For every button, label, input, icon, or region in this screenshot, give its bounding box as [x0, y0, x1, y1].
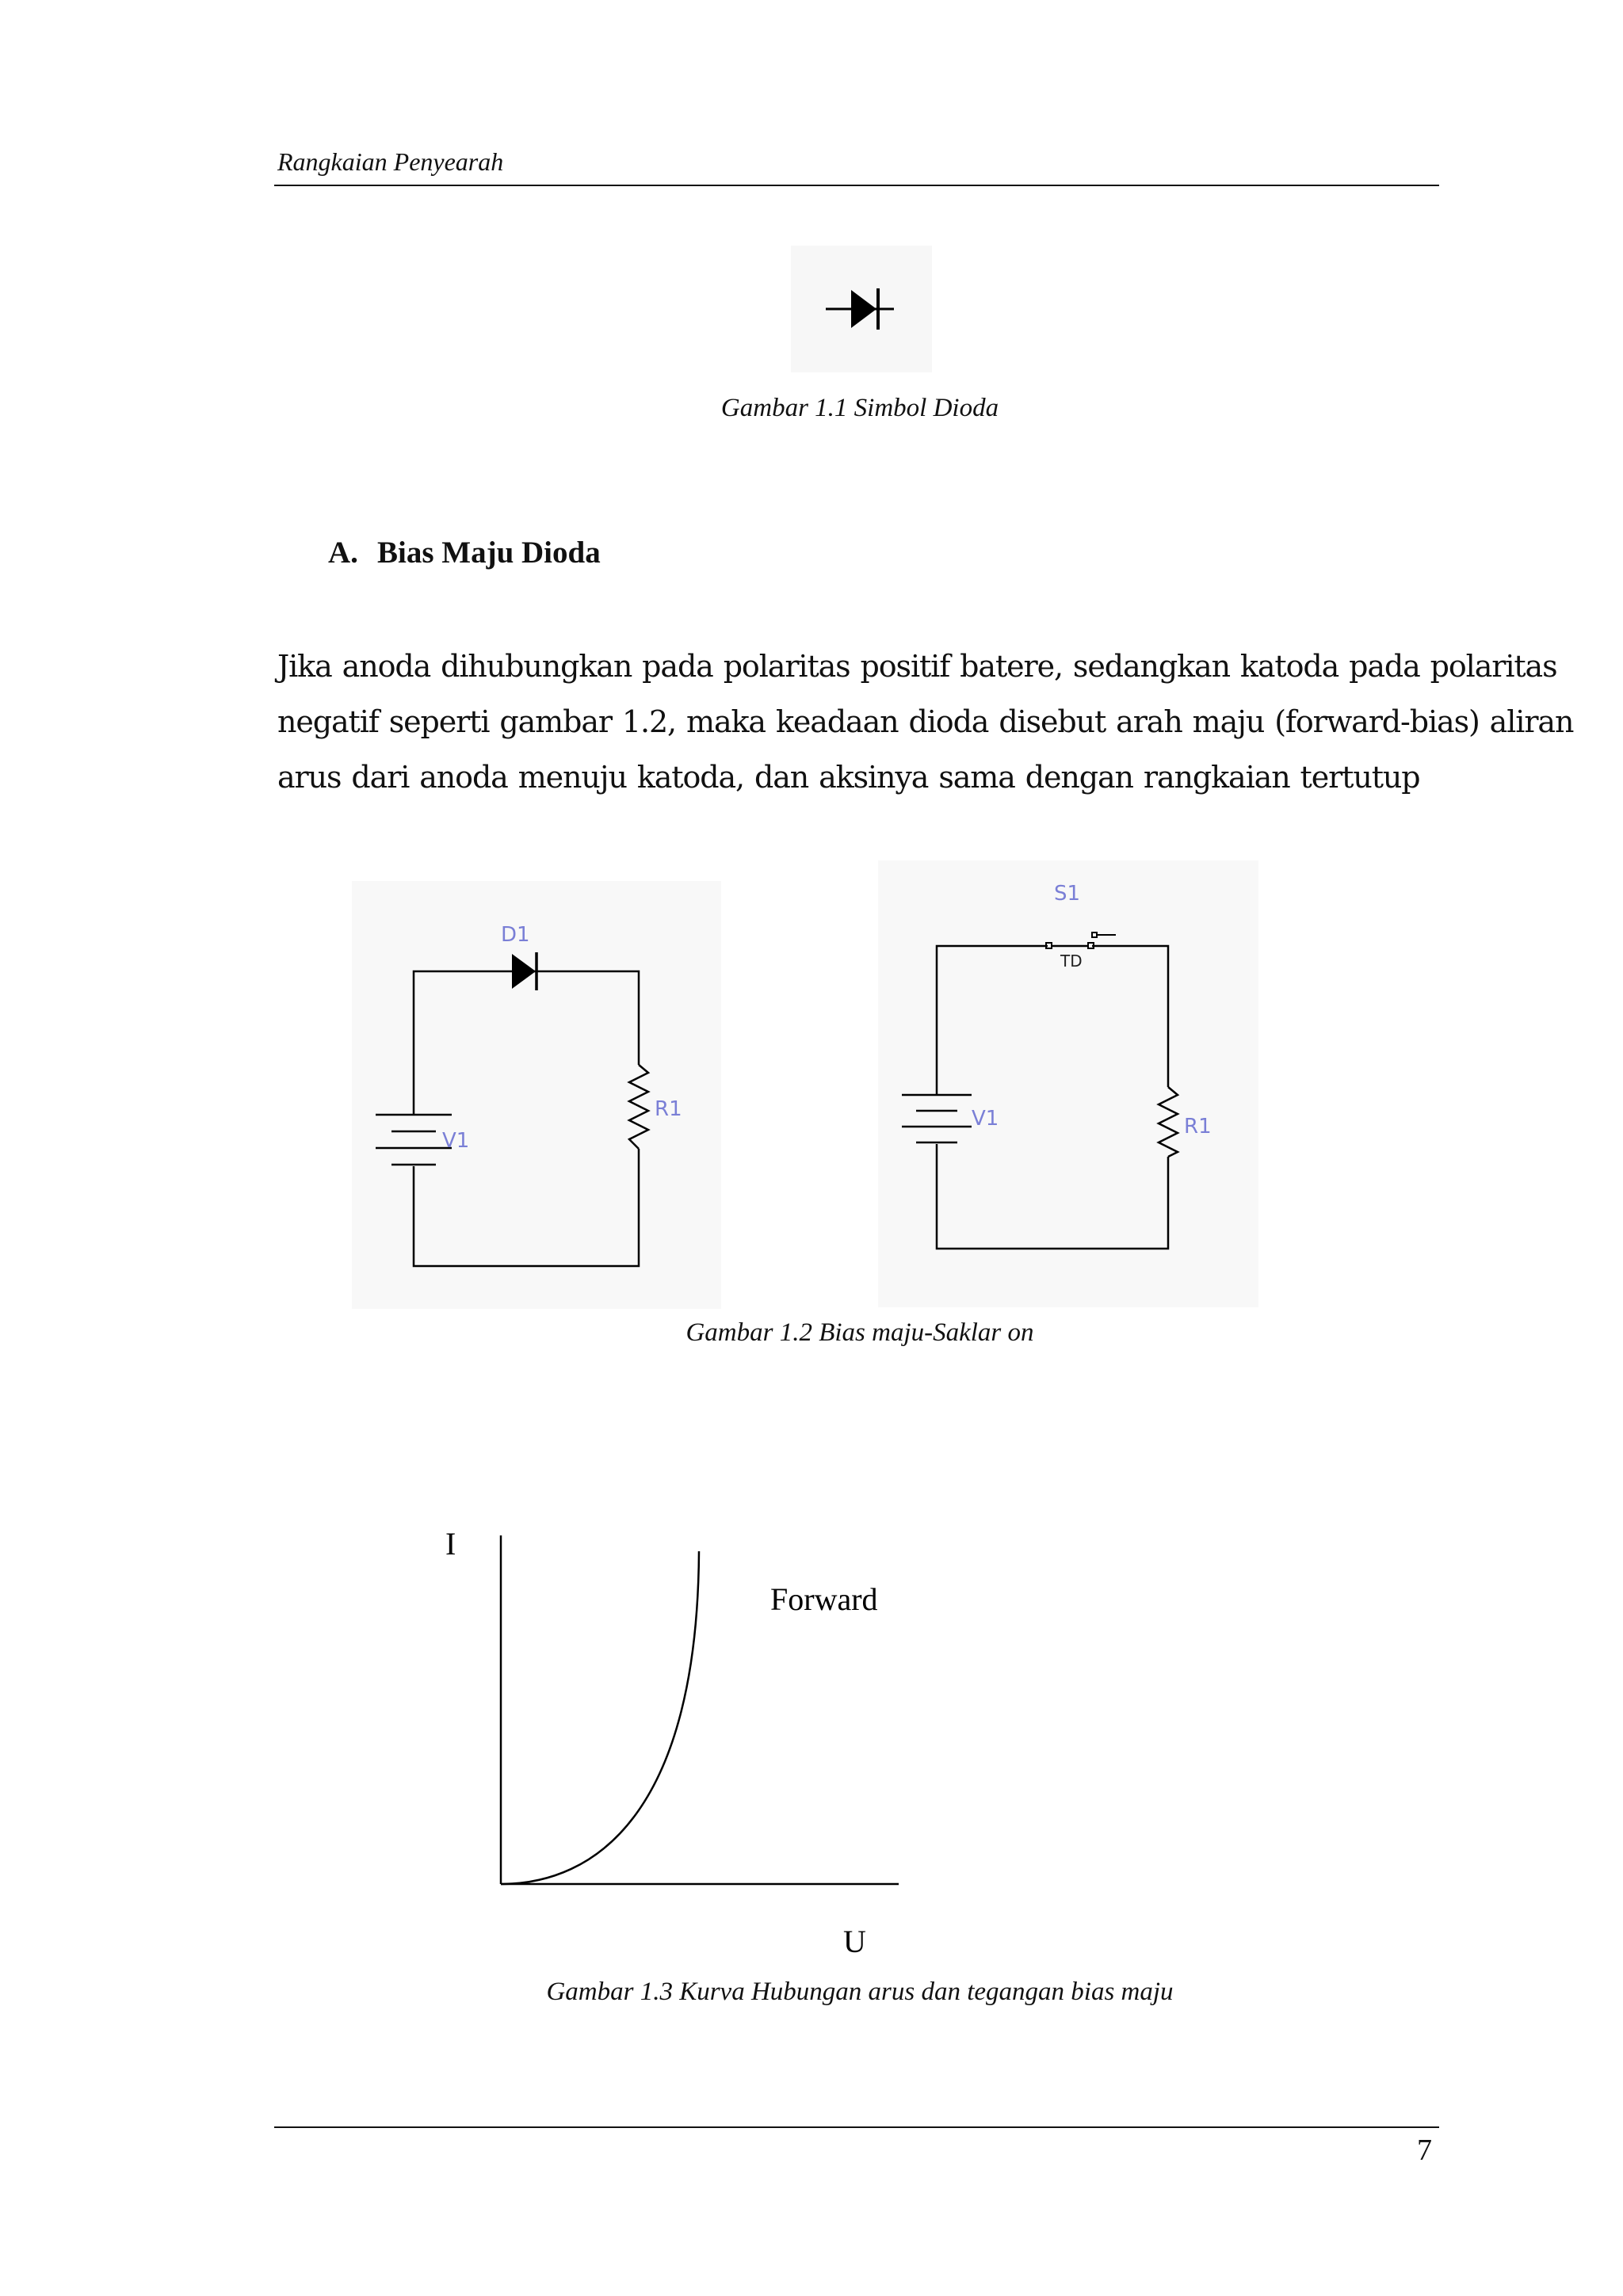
figure-1-caption: Gambar 1.1 Simbol Dioda	[720, 394, 999, 422]
battery-label: V1	[972, 1107, 999, 1131]
diode-symbol-icon	[791, 246, 932, 372]
paragraph-line: arus dari anoda menuju katoda, dan aksinya sama dengan rangkaian tertutup	[277, 760, 1420, 795]
resistor-r1-icon	[629, 1065, 648, 1149]
paragraph-line: negatif seperti gambar 1.2, maka keadaan dioda disebut arah maju (forward-bias) aliran	[277, 704, 1574, 739]
section-title: Bias Maju Dioda	[377, 536, 601, 570]
section-number: A.	[328, 536, 358, 570]
x-axis-label: U	[843, 1924, 866, 1959]
section-heading	[328, 535, 601, 570]
battery-v1-icon	[902, 1095, 972, 1142]
footer-rule	[274, 2126, 1439, 2128]
page-number: 7	[1417, 2134, 1432, 2167]
body-paragraph	[277, 639, 1574, 805]
paragraph-line: Jika anoda dihubungkan pada polaritas positif batere, sedangkan katoda pada polaritas	[277, 649, 1557, 684]
switch-label: S1	[1054, 882, 1081, 906]
curve-label: Forward	[770, 1581, 878, 1617]
battery-label: V1	[442, 1129, 470, 1153]
forward-curve	[501, 1551, 699, 1884]
resistor-r1-icon	[1159, 1087, 1178, 1157]
running-header: Rangkaian Penyearah	[277, 147, 504, 176]
battery-v1-icon	[376, 1115, 452, 1165]
resistor-label: R1	[1184, 1115, 1212, 1138]
diode-label: D1	[501, 923, 530, 947]
switch-note: TD	[1060, 952, 1083, 971]
resistor-label: R1	[655, 1097, 682, 1121]
circuit-diode-forward-bias	[352, 881, 721, 1309]
y-axis-label: I	[445, 1526, 456, 1562]
forward-bias-curve	[428, 1513, 919, 1973]
diode-d1-icon	[512, 954, 536, 989]
figure-3-caption: Gambar 1.3 Kurva Hubungan arus dan tegangan bias maju	[546, 1978, 1174, 2006]
header-rule	[274, 185, 1439, 186]
figure-2-caption: Gambar 1.2 Bias maju-Saklar on	[685, 1318, 1034, 1347]
circuit-switch-on	[878, 860, 1258, 1307]
